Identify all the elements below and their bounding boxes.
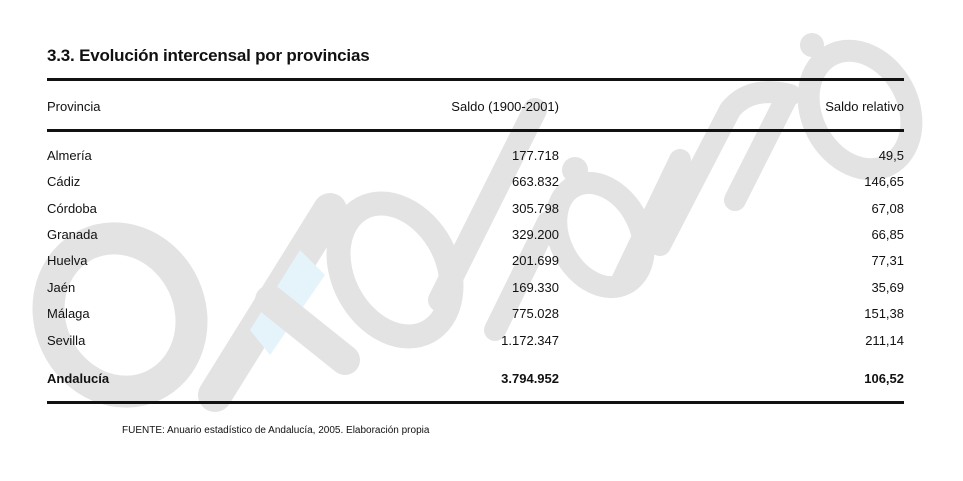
table-top-rule <box>47 78 904 81</box>
cell-saldo-relativo: 151,38 <box>864 306 904 321</box>
cell-total-saldo: 3.794.952 <box>501 371 559 386</box>
table-total-row <box>47 371 904 391</box>
table-bottom-rule <box>47 401 904 404</box>
table-header-rule <box>47 129 904 132</box>
cell-provincia: Córdoba <box>47 201 97 216</box>
cell-saldo: 305.798 <box>512 201 559 216</box>
table-row <box>47 201 904 221</box>
header-saldo-relativo: Saldo relativo <box>825 99 904 114</box>
cell-saldo-relativo: 66,85 <box>871 227 904 242</box>
table-row <box>47 148 904 168</box>
watermark-r-shape <box>660 92 790 245</box>
cell-total-label: Andalucía <box>47 371 110 386</box>
cell-saldo: 329.200 <box>512 227 559 242</box>
cell-saldo: 663.832 <box>512 174 559 189</box>
cell-provincia: Sevilla <box>47 333 86 348</box>
cell-saldo: 775.028 <box>512 306 559 321</box>
section-title: 3.3. Evolución intercensal por provincias <box>47 46 370 65</box>
cell-saldo-relativo: 67,08 <box>871 201 904 216</box>
cell-saldo-relativo: 211,14 <box>865 333 904 348</box>
cell-provincia: Granada <box>47 227 98 242</box>
table-row <box>47 227 904 247</box>
cell-provincia: Almería <box>47 148 92 163</box>
cell-saldo: 201.699 <box>512 253 559 268</box>
cell-saldo-relativo: 146,65 <box>864 174 904 189</box>
cell-saldo: 1.172.347 <box>501 333 559 348</box>
cell-provincia: Jaén <box>47 280 76 295</box>
table-row <box>47 306 904 326</box>
cell-provincia: Málaga <box>47 306 90 321</box>
cell-total-saldo-relativo: 106,52 <box>864 371 904 386</box>
table-row <box>47 253 904 273</box>
cell-saldo: 177.718 <box>512 148 559 163</box>
cell-provincia: Cádiz <box>47 174 81 189</box>
cell-saldo-relativo: 49,5 <box>878 148 904 163</box>
table-row <box>47 280 904 300</box>
source-note: FUENTE: Anuario estadístico de Andalucía, 2005. Elaboración propia <box>122 425 430 436</box>
cell-saldo: 169.330 <box>512 280 559 295</box>
cell-saldo-relativo: 35,69 <box>871 280 904 295</box>
header-saldo: Saldo (1900-2001) <box>451 99 559 114</box>
watermark-i2-dot <box>800 33 824 57</box>
table-row <box>47 174 904 194</box>
cell-provincia: Huelva <box>47 253 88 268</box>
cell-saldo-relativo: 77,31 <box>871 253 904 268</box>
table-row <box>47 333 904 353</box>
header-provincia: Provincia <box>47 99 101 114</box>
